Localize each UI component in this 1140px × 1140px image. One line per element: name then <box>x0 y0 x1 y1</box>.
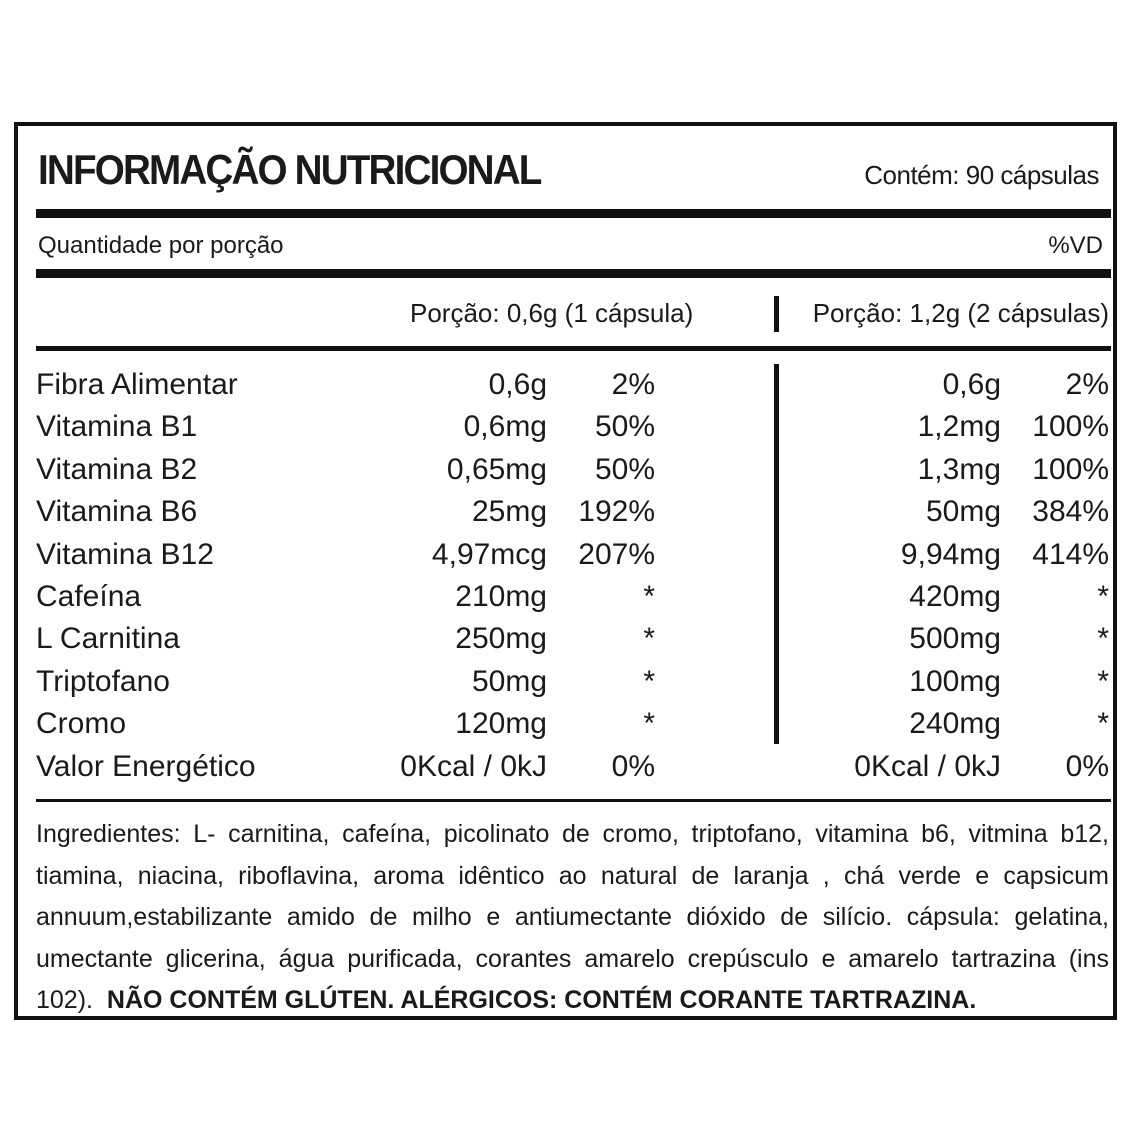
nutrient-name: Vitamina B6 <box>36 495 198 529</box>
ingredients-block <box>36 814 1109 1022</box>
amount-portion-1: 50mg <box>471 664 547 698</box>
daily-value-portion-2: 384% <box>1032 495 1109 529</box>
divider-ingredients <box>36 799 1111 802</box>
nutrient-name: Vitamina B12 <box>36 537 214 571</box>
daily-value-portion-1: 207% <box>578 537 655 571</box>
daily-value-portion-2: 0% <box>1065 749 1109 783</box>
package-contents: Contém: 90 cápsulas <box>864 160 1099 190</box>
daily-value-portion-2: 2% <box>1065 368 1109 401</box>
nutrient-name: Cafeína <box>36 579 142 613</box>
nutrient-name: Triptofano <box>36 664 170 698</box>
nutrient-name: Cromo <box>36 707 127 741</box>
ingredients-text: Ingredientes: L- carnitina, cafeína, picolinato de cromo, triptofano, vitamina b6, vitmina b12, tiamina, niacina, riboflavina, aroma idêntico ao natural de laranja , chá verde e capsicum annuum,estabilizante amido de milho e antiumectante dióxido de silício. cápsula: gelatina, umectante glicerina, água purificada, corantes amarelo crepúsculo e amarelo tartrazina (ins 102). <box>36 820 1109 1014</box>
nutrient-row <box>18 703 1113 745</box>
daily-value-portion-1: * <box>643 622 655 656</box>
nutrient-row <box>18 661 1113 703</box>
daily-value-portion-2: 414% <box>1032 537 1109 571</box>
divider-top <box>36 209 1111 218</box>
amount-portion-2: 50mg <box>925 495 1001 529</box>
amount-portion-1: 0,65mg <box>446 452 547 486</box>
daily-value-portion-2: * <box>1097 579 1109 613</box>
nutrient-row <box>18 618 1113 660</box>
daily-value-portion-1: 50% <box>594 452 655 486</box>
daily-value-portion-1: 0% <box>611 749 655 783</box>
amount-portion-1: 250mg <box>455 622 547 656</box>
amount-portion-2: 240mg <box>909 707 1001 741</box>
nutrient-table <box>18 364 1113 788</box>
daily-value-portion-2: 100% <box>1032 410 1109 444</box>
daily-value-portion-2: 100% <box>1032 452 1109 486</box>
daily-value-portion-1: * <box>643 579 655 613</box>
portion-1-label: Porção: 0,6g (1 cápsula) <box>410 298 694 328</box>
quantity-per-portion-label: Quantidade por porção <box>38 232 284 259</box>
daily-value-portion-2: * <box>1097 622 1109 656</box>
daily-value-portion-1: 2% <box>611 368 655 401</box>
daily-value-portion-1: * <box>643 707 655 741</box>
portion-separator <box>774 296 779 332</box>
nutrient-row <box>18 449 1113 491</box>
amount-portion-1: 0Kcal / 0kJ <box>400 749 547 783</box>
amount-portion-2: 0,6g <box>942 368 1001 401</box>
amount-portion-1: 4,97mcg <box>431 537 547 571</box>
nutrient-name: Valor Energético <box>36 749 256 783</box>
amount-portion-1: 210mg <box>455 579 547 613</box>
divider-portion <box>36 346 1111 351</box>
daily-value-portion-1: * <box>643 664 655 698</box>
amount-portion-2: 0Kcal / 0kJ <box>854 749 1001 783</box>
panel-title: INFORMAÇÃO NUTRICIONAL <box>38 146 541 193</box>
daily-value-portion-2: * <box>1097 707 1109 741</box>
daily-value-portion-1: 50% <box>594 410 655 444</box>
amount-portion-2: 420mg <box>909 579 1001 613</box>
nutrient-row <box>18 491 1113 533</box>
nutrient-row <box>18 746 1113 788</box>
amount-portion-1: 0,6mg <box>463 410 547 444</box>
allergen-warning: NÃO CONTÉM GLÚTEN. ALÉRGICOS: CONTÉM CORANTE TARTRAZINA. <box>106 986 977 1014</box>
daily-value-portion-2: * <box>1097 664 1109 698</box>
portion-2-label: Porção: 1,2g (2 cápsulas) <box>812 298 1109 328</box>
nutrient-name: L Carnitina <box>36 622 180 656</box>
nutrition-facts-panel <box>14 122 1117 1020</box>
amount-portion-2: 1,3mg <box>917 452 1001 486</box>
divider-header <box>36 269 1111 278</box>
amount-portion-2: 500mg <box>909 622 1001 656</box>
nutrient-row <box>18 406 1113 448</box>
nutrient-row <box>18 364 1113 406</box>
nutrient-row <box>18 576 1113 618</box>
nutrient-row <box>18 534 1113 576</box>
daily-value-label: %VD <box>1048 232 1103 259</box>
amount-portion-1: 25mg <box>471 495 547 529</box>
amount-portion-1: 0,6g <box>488 368 547 401</box>
amount-portion-2: 100mg <box>909 664 1001 698</box>
daily-value-portion-1: 192% <box>578 495 655 529</box>
amount-portion-2: 9,94mg <box>900 537 1001 571</box>
amount-portion-1: 120mg <box>455 707 547 741</box>
amount-portion-2: 1,2mg <box>917 410 1001 444</box>
nutrient-name: Fibra Alimentar <box>36 368 238 401</box>
nutrient-name: Vitamina B1 <box>36 410 198 444</box>
nutrient-name: Vitamina B2 <box>36 452 198 486</box>
